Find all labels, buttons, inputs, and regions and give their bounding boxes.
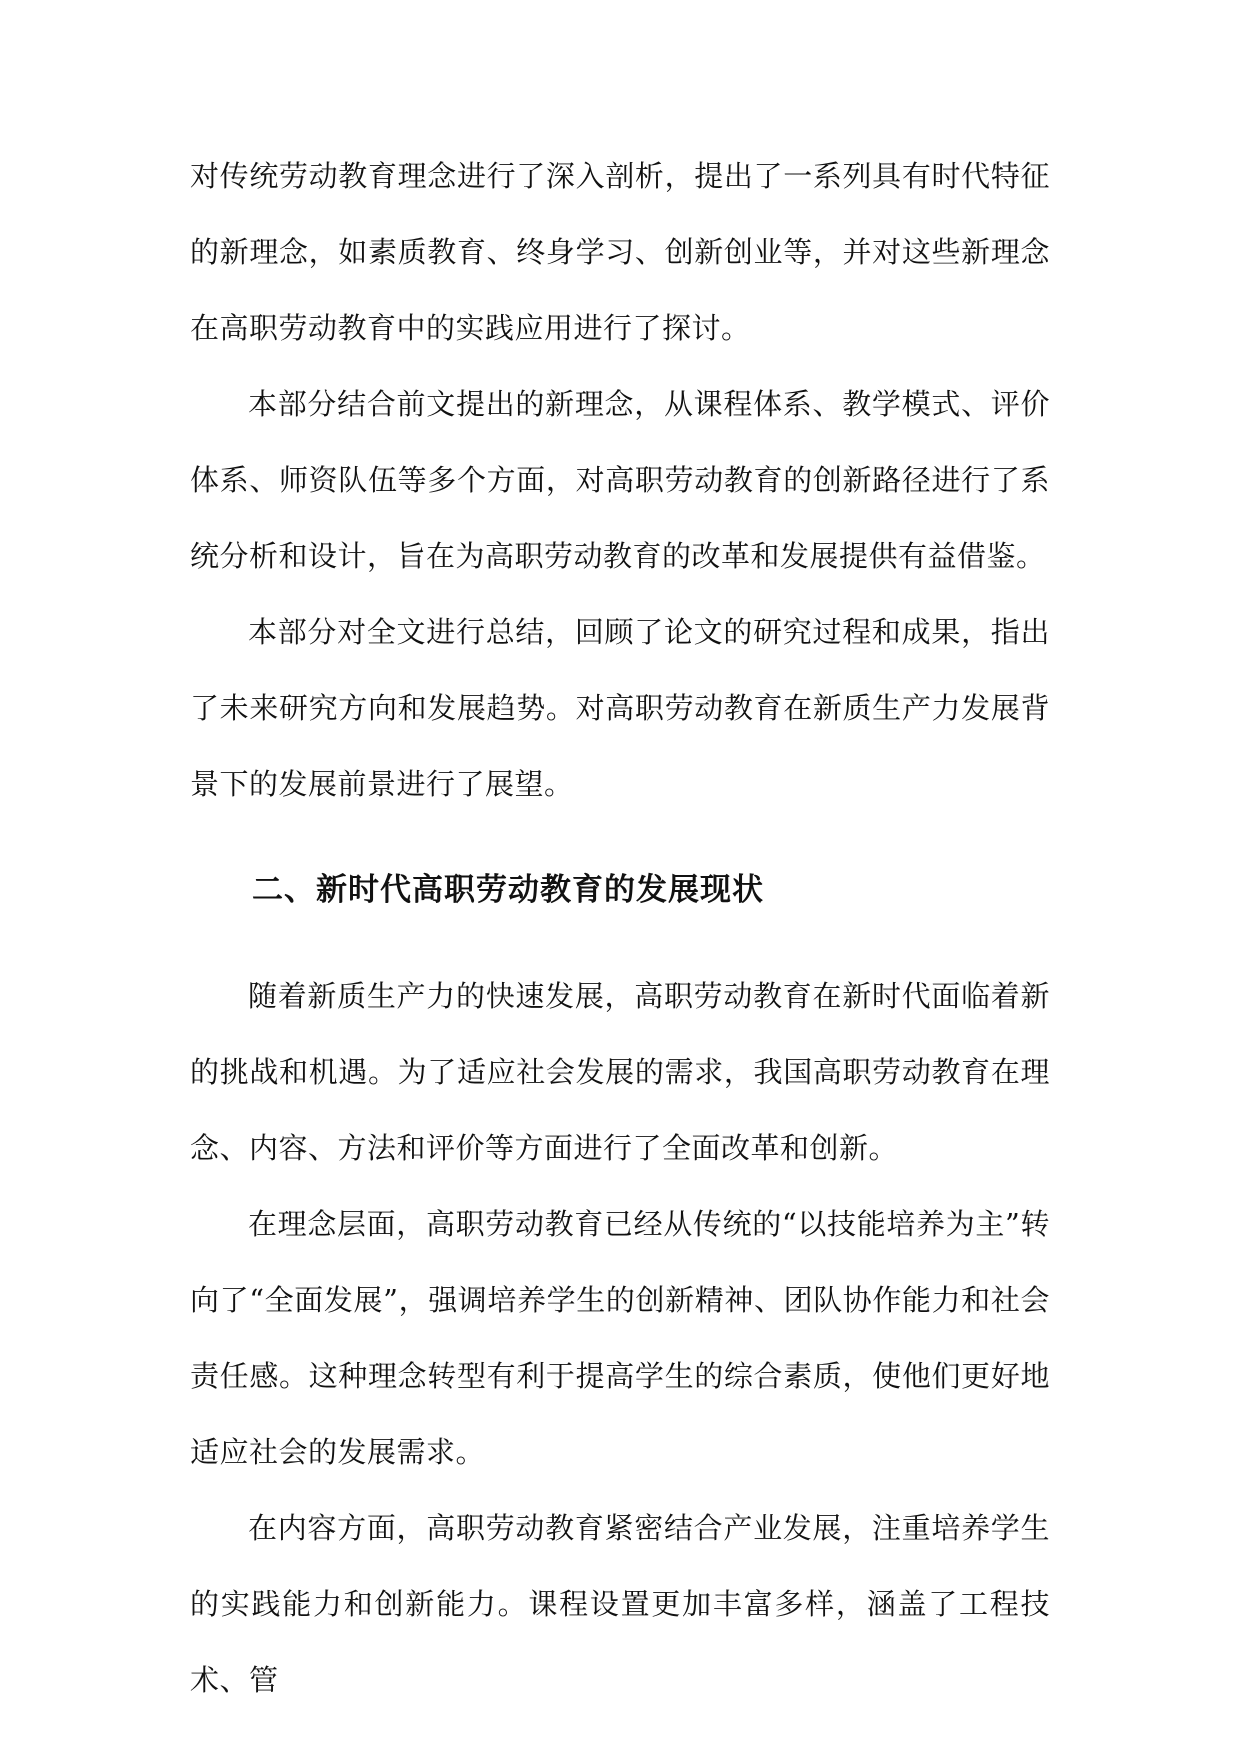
paragraph-continued: 对传统劳动教育理念进行了深入剖析，提出了一系列具有时代特征的新理念，如素质教育、终身学习、创新创业等，并对这些新理念在高职劳动教育中的实践应用进行了探讨。 bbox=[190, 159, 1050, 345]
paragraph-summary: 本部分对全文进行总结，回顾了论文的研究过程和成果，指出了未来研究方向和发展趋势。对高职劳动教育在新质生产力发展背景下的发展前景进行了展望。 bbox=[190, 615, 1050, 801]
section-heading: 二、新时代高职劳动教育的发展现状 bbox=[252, 872, 764, 908]
paragraph-innovation-paths: 本部分结合前文提出的新理念，从课程体系、教学模式、评价体系、师资队伍等多个方面，对高职劳动教育的创新路径进行了系统分析和设计，旨在为高职劳动教育的改革和发展提供有益借鉴。 bbox=[190, 387, 1050, 573]
document-body bbox=[190, 138, 1050, 1718]
paragraph-concept-level: 在理念层面，高职劳动教育已经从传统的“以技能培养为主”转向了“全面发展”，强调培养学生的创新精神、团队协作能力和社会责任感。这种理念转型有利于提高学生的综合素质，使他们更好地适应社会的发展需求。 bbox=[190, 1207, 1050, 1469]
paragraph-content-aspect: 在内容方面，高职劳动教育紧密结合产业发展，注重培养学生的实践能力和创新能力。课程设置更加丰富多样，涵盖了工程技术、管 bbox=[190, 1511, 1050, 1697]
paragraph-development-intro: 随着新质生产力的快速发展，高职劳动教育在新时代面临着新的挑战和机遇。为了适应社会发展的需求，我国高职劳动教育在理念、内容、方法和评价等方面进行了全面改革和创新。 bbox=[190, 979, 1050, 1165]
